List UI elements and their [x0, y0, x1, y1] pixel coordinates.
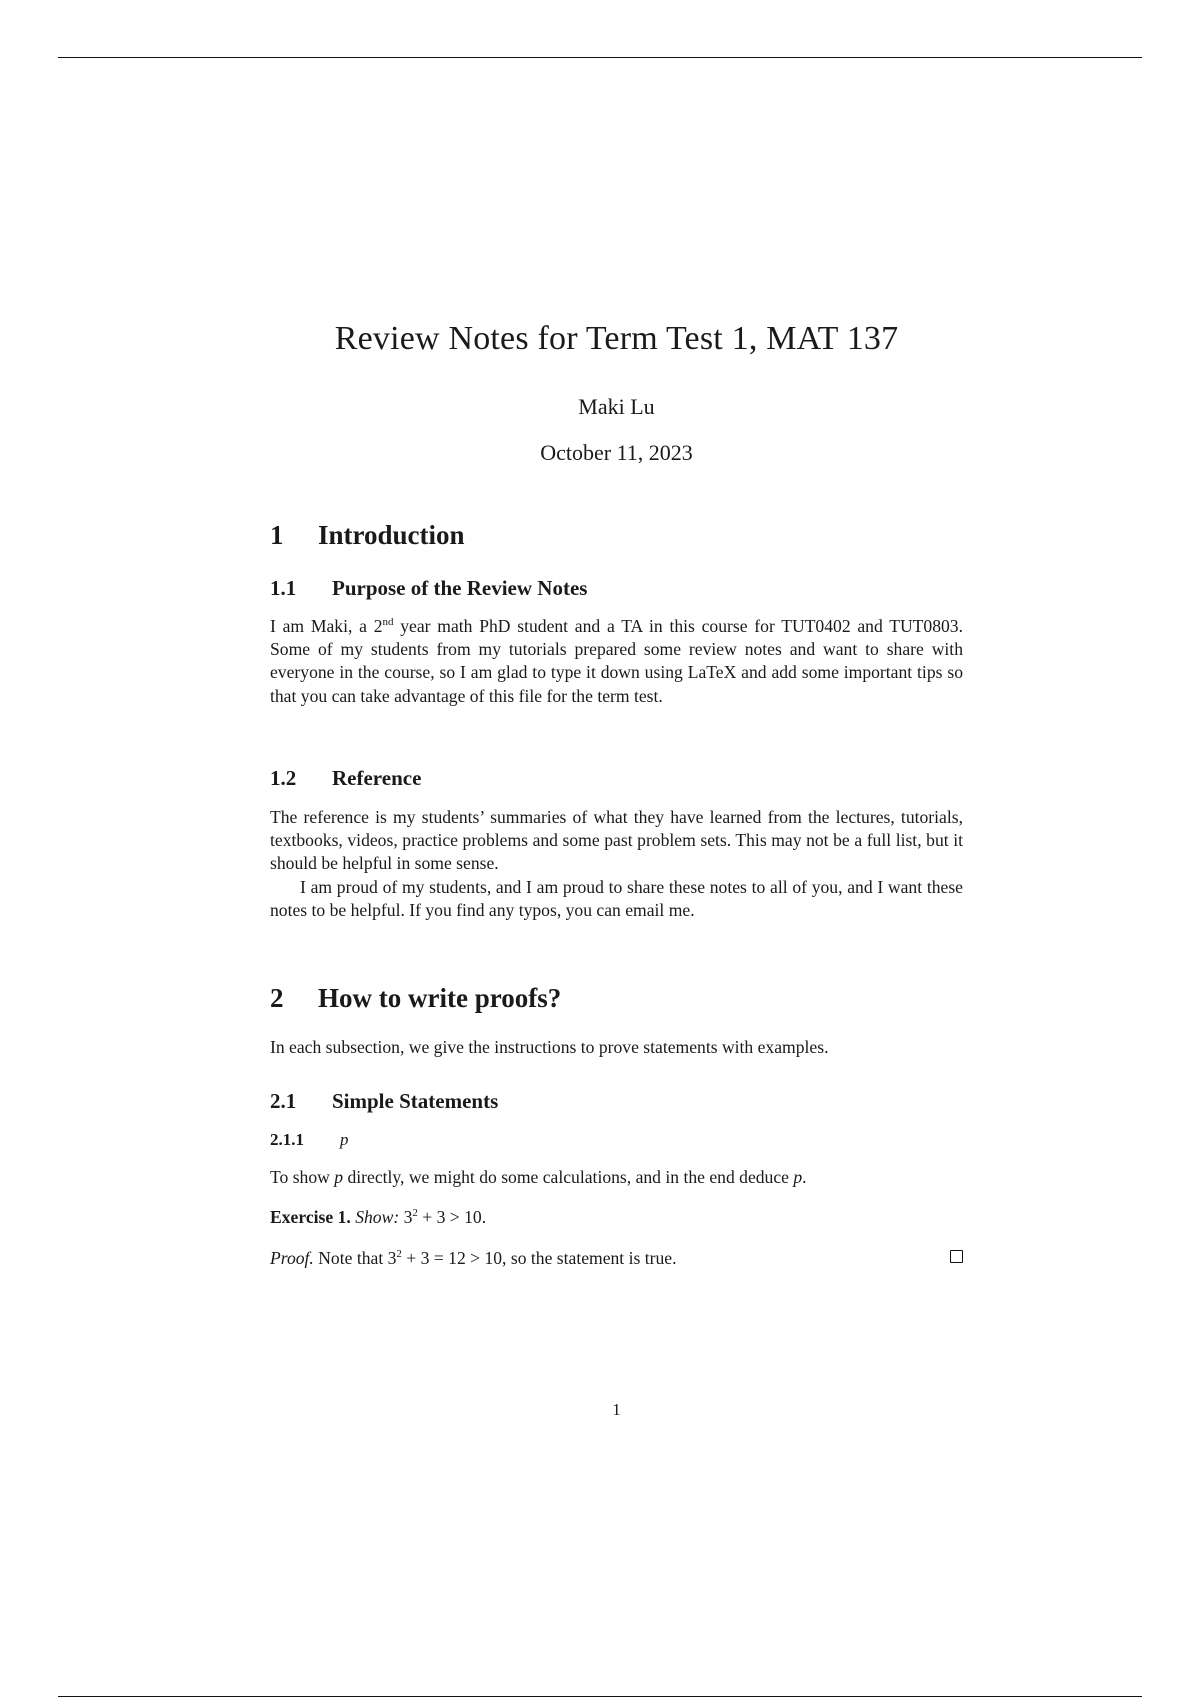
superscript: nd — [382, 616, 394, 629]
exercise-1 — [270, 1206, 963, 1229]
paragraph-reference-2: I am proud of my students, and I am proud to share these notes to all of you, and I want these notes to be helpful. If you find any typos, you can email me. — [270, 876, 963, 920]
paragraph-reference-1: The reference is my students’ summaries of what they have learned from the lectures, tutorials, textbooks, videos, practice problems and some past problem sets. This may not be a full list, but it should be helpful in some sense. — [270, 807, 963, 874]
document-title: Review Notes for Term Test 1, MAT 137 — [334, 320, 899, 357]
subsection-number: 1.1 — [270, 576, 297, 600]
paragraph-show-p — [270, 1166, 963, 1189]
subsection-heading-reference — [270, 766, 963, 791]
paragraph-purpose — [270, 615, 963, 708]
paragraph-proofs-intro: In each subsection, we give the instructions to prove statements with examples. — [270, 1037, 829, 1057]
section-number: 1 — [270, 520, 284, 550]
reference-paragraphs — [270, 806, 963, 922]
subsection-heading-purpose — [270, 576, 963, 601]
text: year math PhD student and a TA in this course for TUT0402 and TUT0803. Some of my students from my tutorials prepared some review notes and want to share with everyone in the course, so I am glad to type it down using LaTeX and add some important tips so that you can take advantage of this file for the term test. — [270, 616, 963, 706]
document-date: October 11, 2023 — [540, 440, 693, 465]
section-title: Introduction — [318, 520, 465, 550]
qed-square-icon — [950, 1250, 963, 1263]
text: directly, we might do some calculations, and in the end deduce — [343, 1167, 794, 1187]
proof-label: Proof. — [270, 1248, 314, 1268]
bottom-rule — [58, 1696, 1142, 1697]
subsection-heading-simple-statements — [270, 1089, 963, 1114]
document-author: Maki Lu — [578, 394, 655, 419]
subsection-title: Reference — [332, 766, 422, 790]
text: I am Maki, a 2 — [270, 616, 383, 636]
subsubsection-title: p — [340, 1130, 349, 1149]
subsubsection-heading-p — [270, 1130, 963, 1150]
proof-1 — [270, 1247, 963, 1270]
math-variable: p — [793, 1167, 803, 1187]
superscript: 2 — [412, 1207, 418, 1220]
math: 3 — [399, 1207, 413, 1227]
section-heading-introduction — [270, 520, 963, 551]
text: To show — [270, 1167, 335, 1187]
subsection-number: 1.2 — [270, 766, 297, 790]
subsection-title: Simple Statements — [332, 1089, 499, 1113]
math: + 3 > 10. — [417, 1207, 487, 1227]
text: + 3 = 12 > 10, so the statement is true. — [401, 1248, 677, 1268]
section-heading-proofs — [270, 983, 963, 1014]
text: . — [802, 1167, 807, 1187]
section-title: How to write proofs? — [318, 983, 562, 1013]
superscript: 2 — [396, 1248, 402, 1261]
subsubsection-number: 2.1.1 — [270, 1130, 304, 1149]
top-rule — [58, 57, 1142, 58]
section-number: 2 — [270, 983, 284, 1013]
subsection-number: 2.1 — [270, 1089, 297, 1113]
page-number: 1 — [612, 1400, 621, 1419]
math-variable: p — [334, 1167, 344, 1187]
text: Note that 3 — [313, 1248, 397, 1268]
subsection-title: Purpose of the Review Notes — [332, 576, 588, 600]
exercise-show: Show: — [355, 1207, 400, 1227]
exercise-label: Exercise 1. — [270, 1207, 351, 1227]
